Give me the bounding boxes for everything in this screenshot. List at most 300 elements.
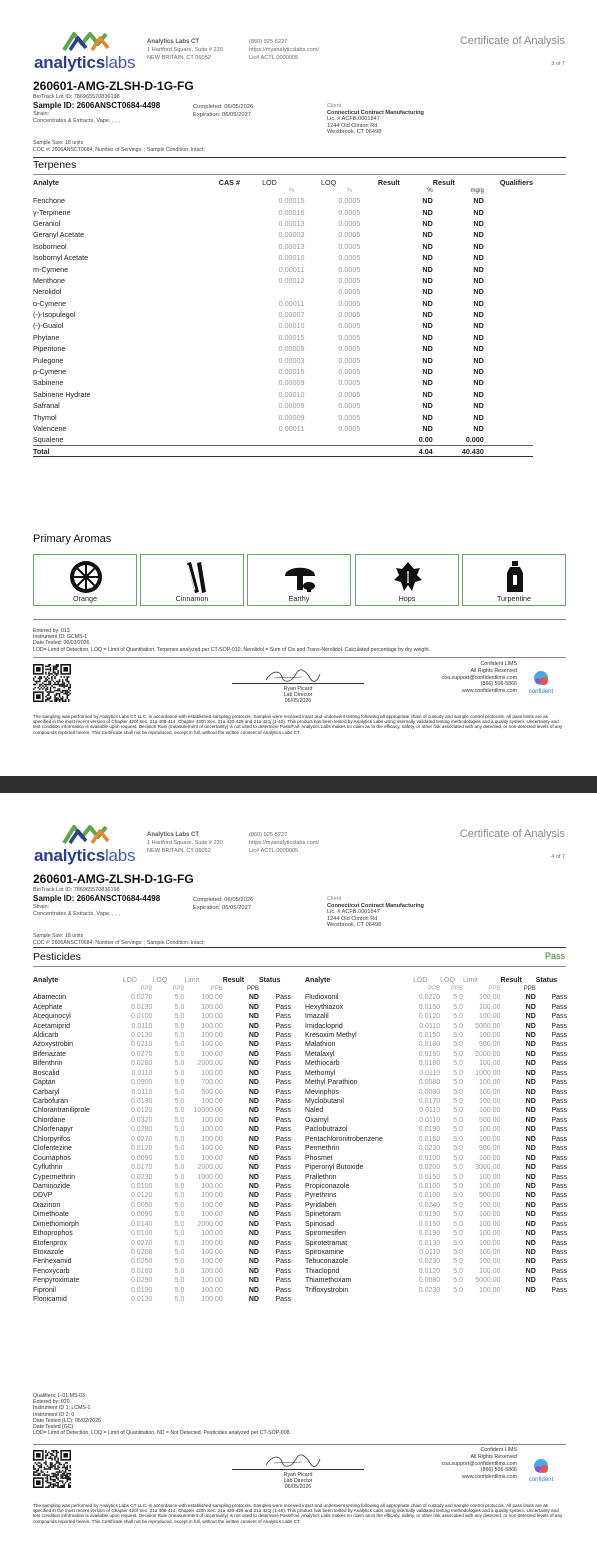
analyte-name: Spinosad (305, 1220, 335, 1228)
analyte-name: Imidacloprid (305, 1022, 343, 1030)
lod-value: 0.0150 (418, 1173, 441, 1181)
loq-value: 5.0 (174, 1031, 185, 1039)
result-pct: ND (422, 241, 433, 251)
col-result: Result (500, 977, 522, 984)
col-result: Result (377, 178, 400, 187)
sample-title: 260601-AMG-ZLSH-D-1G-FG (33, 872, 194, 886)
lod-value: 0.00010 (278, 321, 305, 331)
col-qualifiers: Qualifiers (499, 178, 533, 187)
result-value: ND (525, 1201, 536, 1209)
analyte-name: Spirotetramat (305, 1239, 348, 1247)
status-value: Pass (551, 1116, 567, 1124)
status-value: Pass (275, 1182, 291, 1190)
lod-value: 0.0160 (418, 1135, 441, 1143)
limit-value: 100.00 (201, 1296, 223, 1304)
lod-value: 0.00009 (278, 412, 305, 422)
limit-value: 100.00 (201, 1277, 223, 1285)
note-line: Qualifiers: L-01,MS-03 (33, 1393, 85, 1399)
limit-value: 100.00 (479, 1013, 501, 1021)
analyte-name: Prallethrin (305, 1173, 337, 1181)
result-mg: ND (473, 218, 484, 228)
limit-value: 500.00 (479, 1041, 501, 1049)
table-row (33, 275, 533, 286)
signature-line (232, 1454, 364, 1470)
status-value: Pass (275, 1098, 291, 1106)
lod-value: 0.0110 (419, 1116, 441, 1124)
limit-value: 100.00 (479, 1135, 501, 1143)
status-value: Pass (275, 1164, 291, 1172)
analyte-name: Propiconazole (305, 1182, 350, 1190)
status-value: Pass (551, 1069, 567, 1077)
limit-value: 100.00 (479, 1060, 501, 1068)
limit-value: 100.00 (201, 1050, 223, 1058)
qualifier (484, 241, 533, 252)
lod-value: 0.0140 (130, 1220, 153, 1228)
analyte-name: Sabinene Hydrate (33, 389, 91, 399)
limit-value: 1000.00 (475, 1069, 501, 1077)
lab-contact: (860) 925-5227 https://myanalyticslabs.com/ Lic# ACTL.0000005 (249, 832, 319, 854)
table-row (33, 1078, 291, 1087)
limit-value: 500.00 (479, 1145, 501, 1153)
result-value: ND (525, 1013, 536, 1021)
table-row (305, 1125, 567, 1134)
coa-page-terpenes (0, 0, 597, 776)
loq-value: 5.0 (453, 1192, 464, 1200)
analyte-name: Acephate (33, 1003, 63, 1011)
analyte-name: Flonicamid (33, 1296, 67, 1304)
col-analyte: Analyte (305, 977, 331, 984)
loq-value: 0.0005 (338, 287, 361, 297)
table-row (305, 1286, 567, 1295)
analyte-name: Fenpyroximate (33, 1277, 80, 1285)
loq-value: 5.0 (453, 1013, 464, 1021)
lims-info: Confident LIMS All Rights Reserved coa.support@confidentlims.com (866) 506-5866 www.confidentlims.com (441, 1447, 517, 1481)
status-value: Pass (551, 1050, 567, 1058)
result-pct: ND (422, 253, 433, 263)
lod-value: 0.0230 (130, 1173, 153, 1181)
result-value: ND (525, 1145, 536, 1153)
divider (33, 966, 566, 967)
limit-value: 100.00 (479, 1201, 501, 1209)
table-row (33, 332, 533, 343)
cas-number (219, 377, 262, 388)
limit-value: 2000.00 (475, 1050, 501, 1058)
analyte-name: Fenhexamid (33, 1258, 72, 1266)
status-value: Pass (275, 1013, 291, 1021)
status-value: Pass (551, 1258, 567, 1266)
total-label: Total (33, 446, 50, 456)
aroma-card-hops (355, 554, 459, 606)
lod-value: 0.0170 (418, 1098, 441, 1106)
analyte-name: Diazinon (33, 1201, 61, 1209)
cas-number (219, 309, 262, 320)
sample-size: Sample Size: 18 units COC #: 2606ANSCT0684; Number of Servings: ; Sample Condition: Intact; (33, 933, 205, 946)
units-row: PPB PPB PPB PPB (140, 986, 259, 992)
table-row (33, 1229, 291, 1238)
table-row (305, 1172, 567, 1181)
limit-value: 100.00 (201, 1031, 223, 1039)
note-line: Instrument ID 2: 0 (33, 1411, 75, 1418)
analyte-name: Fenchone (33, 196, 65, 206)
table-row (33, 993, 291, 1002)
limit-value: 100.00 (479, 1154, 501, 1162)
analyte-name: Metalaxyl (305, 1050, 335, 1058)
lab-contact: (860) 925-5227 https://myanalyticslabs.com/ Lic# ACTL.0000005 (249, 39, 319, 61)
result-mg: ND (473, 275, 484, 285)
result-value: ND (248, 1107, 259, 1115)
result-pct: ND (422, 412, 433, 422)
loq-value: 5.0 (453, 1145, 464, 1153)
limit-value: 100.00 (479, 994, 501, 1002)
table-row (33, 1097, 291, 1106)
lod-value: 0.00010 (278, 253, 305, 263)
status-value: Pass (275, 1154, 291, 1162)
result-mg: ND (473, 207, 484, 217)
table-row (305, 1031, 567, 1040)
status-value: Pass (551, 1041, 567, 1049)
lod-value: 0.00003 (278, 355, 305, 365)
hops-icon (390, 559, 426, 595)
table-row (305, 1106, 567, 1115)
section-title: Pesticides (33, 951, 81, 963)
limit-value: 100.00 (479, 1220, 501, 1228)
analytics-logo-icon (62, 30, 112, 52)
table-row (305, 1276, 567, 1285)
loq-value: 5.0 (174, 1211, 185, 1219)
lod-value: 0.0120 (130, 1107, 153, 1115)
lod-value: 0.0900 (130, 1079, 153, 1087)
qualifier (484, 343, 533, 354)
result-value: ND (248, 1230, 259, 1238)
result-value: ND (525, 1277, 536, 1285)
table-row (305, 1257, 567, 1266)
result-value: ND (248, 1126, 259, 1134)
status-value: Pass (551, 1060, 567, 1068)
lod-value: 0.0120 (418, 1267, 441, 1275)
cas-number (219, 218, 262, 229)
table-row (305, 1078, 567, 1087)
status-value: Pass (275, 1277, 291, 1285)
loq-value: 5.0 (174, 1069, 185, 1077)
status-value: Pass (275, 1116, 291, 1124)
lod-value: 0.0110 (419, 1107, 441, 1115)
col-loq: LOQ (152, 977, 168, 984)
analyte-name: Spiromesifen (305, 1230, 346, 1238)
col-status: Status (535, 977, 558, 984)
result-value: ND (248, 1003, 259, 1011)
status-value: Pass (275, 1050, 291, 1058)
result-value: ND (248, 1173, 259, 1181)
limit-value: 5000.00 (475, 1022, 501, 1030)
qualifier (484, 206, 533, 217)
signer-block: Ryan Picard Lab Director 06/05/2026 (283, 1472, 313, 1490)
qualifier (484, 320, 533, 331)
result-pct: ND (422, 401, 433, 411)
status-value: Pass (551, 1230, 567, 1238)
lod-value: 0.0270 (130, 1135, 153, 1143)
sample-dates: Completed: 06/05/2026 Expiration: 06/05/2027 (193, 104, 254, 118)
loq-value: 5.0 (174, 1267, 185, 1275)
result-pct: ND (422, 344, 433, 354)
result-value: ND (248, 1050, 259, 1058)
lod-value: 0.00009 (278, 401, 305, 411)
loq-value: 0.0005 (338, 344, 361, 354)
table-row (33, 252, 533, 263)
lod-value: 0.0150 (418, 1031, 441, 1039)
lod-value: 0.0110 (419, 1069, 441, 1077)
loq-value: 0.0005 (338, 218, 361, 228)
lod-value: 0.0120 (130, 1145, 153, 1153)
loq-value: 0.0005 (338, 378, 361, 388)
analyte-name: Imazalil (305, 1013, 329, 1021)
status-value: Pass (275, 1060, 291, 1068)
unit-loq: % (346, 188, 353, 194)
limit-value: 100.00 (201, 1041, 223, 1049)
analyte-name: Phosmet (305, 1154, 333, 1162)
status-value: Pass (551, 1079, 567, 1087)
status-value: Pass (275, 1107, 291, 1115)
table-row (33, 263, 533, 274)
status-value: Pass (551, 1201, 567, 1209)
page-number: 4 of 7 (551, 854, 565, 860)
analyte-name: Spiroxamine (305, 1249, 344, 1257)
analyte-name: Carbofuran (33, 1098, 69, 1106)
status-value: Pass (551, 1277, 567, 1285)
result-value: ND (525, 1031, 536, 1039)
limit-value: 2000.00 (197, 1060, 223, 1068)
result-value: ND (248, 1069, 259, 1077)
table-row (33, 320, 533, 331)
loq-value: 5.0 (453, 1031, 464, 1039)
analyte-name: Methyl Parathion (305, 1079, 358, 1087)
aroma-card-earthy (247, 554, 351, 606)
loq-value: 5.0 (453, 1277, 464, 1285)
col-lod: LOD (262, 178, 277, 187)
result-value: ND (525, 1069, 536, 1077)
lod-value: 0.00009 (278, 378, 305, 388)
analyte-name: Pentachloronitrobenzene (305, 1135, 383, 1143)
lod-value: 0.0080 (418, 1277, 441, 1285)
lod-value (262, 446, 321, 457)
col-limit: Limit (184, 977, 200, 984)
loq-value: 5.0 (453, 1022, 464, 1030)
result-value: ND (248, 1164, 259, 1172)
result-value: ND (248, 1286, 259, 1294)
loq-value: 5.0 (174, 1239, 185, 1247)
confident-logo: confident (521, 668, 561, 698)
analyte-name: Geraniol (33, 218, 61, 228)
analyte-name: Valencene (33, 424, 67, 433)
analyte-name: DDVP (33, 1192, 53, 1200)
result-mg: ND (473, 424, 484, 433)
table-row (33, 1116, 291, 1125)
result-mg: ND (473, 196, 484, 206)
analyte-name: Myclobutanil (305, 1098, 344, 1106)
sample-dates: Completed: 06/05/2026 Expiration: 06/05/2027 (193, 897, 254, 911)
loq-value: 5.0 (174, 1296, 185, 1304)
status-value: Pass (275, 1069, 291, 1077)
cas-number (219, 411, 262, 422)
qualifier (484, 218, 533, 229)
loq-value: 5.0 (453, 1154, 464, 1162)
status-value: Pass (551, 1267, 567, 1275)
loq-value: 5.0 (174, 1220, 185, 1228)
result-value: ND (525, 1286, 536, 1294)
limit-value: 500.00 (201, 1088, 223, 1096)
table-row (305, 1229, 567, 1238)
lod-value: 0.00011 (278, 298, 305, 308)
loq-value: 5.0 (453, 1164, 464, 1172)
signer-block: Ryan Picard Lab Director 06/05/2026 (283, 686, 313, 704)
aroma-label: Hops (398, 594, 416, 603)
aroma-card-turpentine (462, 554, 566, 606)
limit-value: 1000.00 (197, 1173, 223, 1181)
loq-value: 5.0 (453, 1050, 464, 1058)
limit-value: 3000.00 (475, 1164, 501, 1172)
result-value: ND (525, 1249, 536, 1257)
limit-value: 100.00 (201, 1286, 223, 1294)
status-value: Pass (551, 1088, 567, 1096)
loq-value: 5.0 (453, 1088, 464, 1096)
result-value: ND (248, 1098, 259, 1106)
cas-number (219, 229, 262, 240)
status-value: Pass (275, 1267, 291, 1275)
table-row (33, 1295, 291, 1304)
result-mg: ND (473, 287, 484, 297)
result-mg: ND (473, 401, 484, 411)
result-value: ND (248, 1145, 259, 1153)
cas-number (219, 400, 262, 411)
result-mg: ND (473, 241, 484, 251)
loq-value: 5.0 (174, 1041, 185, 1049)
lod-value: 0.0320 (130, 1116, 153, 1124)
lod-value: 0.0160 (130, 1267, 153, 1275)
analyte-name: Clofentezine (33, 1145, 72, 1153)
total-mg: 40.430 (461, 446, 484, 456)
table-row (305, 1191, 567, 1200)
limit-value: 700.00 (201, 1079, 223, 1087)
status-value: Pass (551, 1003, 567, 1011)
table-row (33, 434, 533, 445)
lod-value: 0.0130 (130, 1031, 153, 1039)
result-value: ND (525, 1126, 536, 1134)
lod-value: 0.0200 (130, 1249, 153, 1257)
status-value: Pass (551, 1098, 567, 1106)
qualifier (484, 377, 533, 388)
biotrack-lot: BioTrack Lot ID: 786965570836198 (33, 94, 120, 100)
result-pct: ND (422, 389, 433, 399)
lod-value: 0.00009 (278, 344, 305, 354)
result-value: ND (248, 1135, 259, 1143)
loq-value: 0.0005 (338, 412, 361, 422)
limit-value: 100.00 (479, 1079, 501, 1087)
result-value: ND (525, 1050, 536, 1058)
result-value: ND (525, 994, 536, 1002)
result-mg: 0.000 (465, 435, 484, 445)
loq-value: 5.0 (174, 1277, 185, 1285)
lod-value: 0.0190 (418, 1126, 441, 1134)
cinnamon-icon (175, 559, 211, 595)
status-value: Pass (275, 1022, 291, 1030)
loq-value: 5.0 (174, 1173, 185, 1181)
divider (33, 657, 566, 658)
analyte-name: Dimethoate (33, 1211, 69, 1219)
table-row (33, 354, 533, 365)
status-value: Pass (551, 1135, 567, 1143)
loq-value: 0.0005 (338, 424, 361, 433)
cas-number (219, 195, 262, 206)
limit-value: 100.00 (201, 1230, 223, 1238)
result-mg: ND (473, 230, 484, 240)
page-separator (0, 776, 597, 793)
status-value: Pass (551, 1286, 567, 1294)
table-row (33, 286, 533, 297)
loq-value: 5.0 (174, 1060, 185, 1068)
note-line: Date Tested (GC): (33, 1424, 75, 1431)
table-row (33, 1210, 291, 1219)
result-value: ND (248, 1022, 259, 1030)
table-row (33, 1059, 291, 1068)
loq-value: 5.0 (174, 1286, 185, 1294)
cas-number (219, 320, 262, 331)
qualifier (484, 366, 533, 377)
result-value: ND (248, 1296, 259, 1304)
divider (33, 157, 566, 158)
result-pct: ND (422, 196, 433, 206)
analyte-name: Trifloxystrobin (305, 1286, 349, 1294)
table-header-row (33, 178, 533, 187)
result-value: ND (525, 1060, 536, 1068)
loq-value: 0.0005 (338, 207, 361, 217)
lod-value: 0.0100 (418, 1154, 441, 1162)
result-value: ND (525, 1022, 536, 1030)
table-row (305, 1220, 567, 1229)
result-mg: ND (473, 310, 484, 320)
table-row (33, 1153, 291, 1162)
lod-value: 0.0110 (419, 1022, 441, 1030)
loq-value: 5.0 (174, 1154, 185, 1162)
cas-number (219, 263, 262, 274)
limit-value: 100.00 (201, 1003, 223, 1011)
disclaimer: The sampling was performed by Analytics Labs CT LLC, in accordance with established sampling protocols. Samples were received intact and underwent testing following all appropriate chain of custody and sample control protocols. All pass limits are as specified in the most recent version of Chapter 420f Sec. 21a 408-414, Chapter 420h Sec. 21a 420-429 and 21a 421j (1-40). This product has been tested by Analytics Labs using internally validated testing methodologies and a quality system. Uncertainty and test condition information is available upon request. Decision Rule (measurement of uncertainty) is not used to determine Pass/Fail. Analytics Labs makes no claim as to the efficacy, safety, or other risk associated with any detected, or non-detected levels of any compounds reported herein. This Certificate shall not be reproduced, except in full, without the written consent of Analytics Labs CT. (33, 714, 563, 735)
qualifier (484, 332, 533, 343)
table-row (33, 1220, 291, 1229)
loq-value: 5.0 (174, 1258, 185, 1266)
loq-value: 5.0 (453, 1182, 464, 1190)
result-value: ND (525, 1164, 536, 1172)
table-row (33, 1163, 291, 1172)
limit-value: 100.00 (479, 1258, 501, 1266)
loq-value: 5.0 (453, 994, 464, 1002)
qualifier (484, 229, 533, 240)
table-row (33, 1191, 291, 1200)
limit-value: 100.00 (479, 1098, 501, 1106)
col-analyte: Analyte (33, 977, 59, 984)
lod-value: 0.0130 (130, 1003, 153, 1011)
analyte-name: Cypermethrin (33, 1173, 76, 1181)
table-row (305, 1097, 567, 1106)
result-value: ND (248, 1239, 259, 1247)
table-row (305, 1153, 567, 1162)
status-value: Pass (275, 994, 291, 1002)
aroma-card-orange (33, 554, 137, 606)
col-result: Result (222, 977, 245, 984)
col-loq: LOQ (440, 977, 455, 984)
lod-value: 0.0120 (130, 1192, 153, 1200)
analyte-name: (-)-Isopulegol (33, 310, 76, 320)
loq-value: 0.0005 (338, 321, 361, 331)
analyte-name: Mevinphos (305, 1088, 339, 1096)
